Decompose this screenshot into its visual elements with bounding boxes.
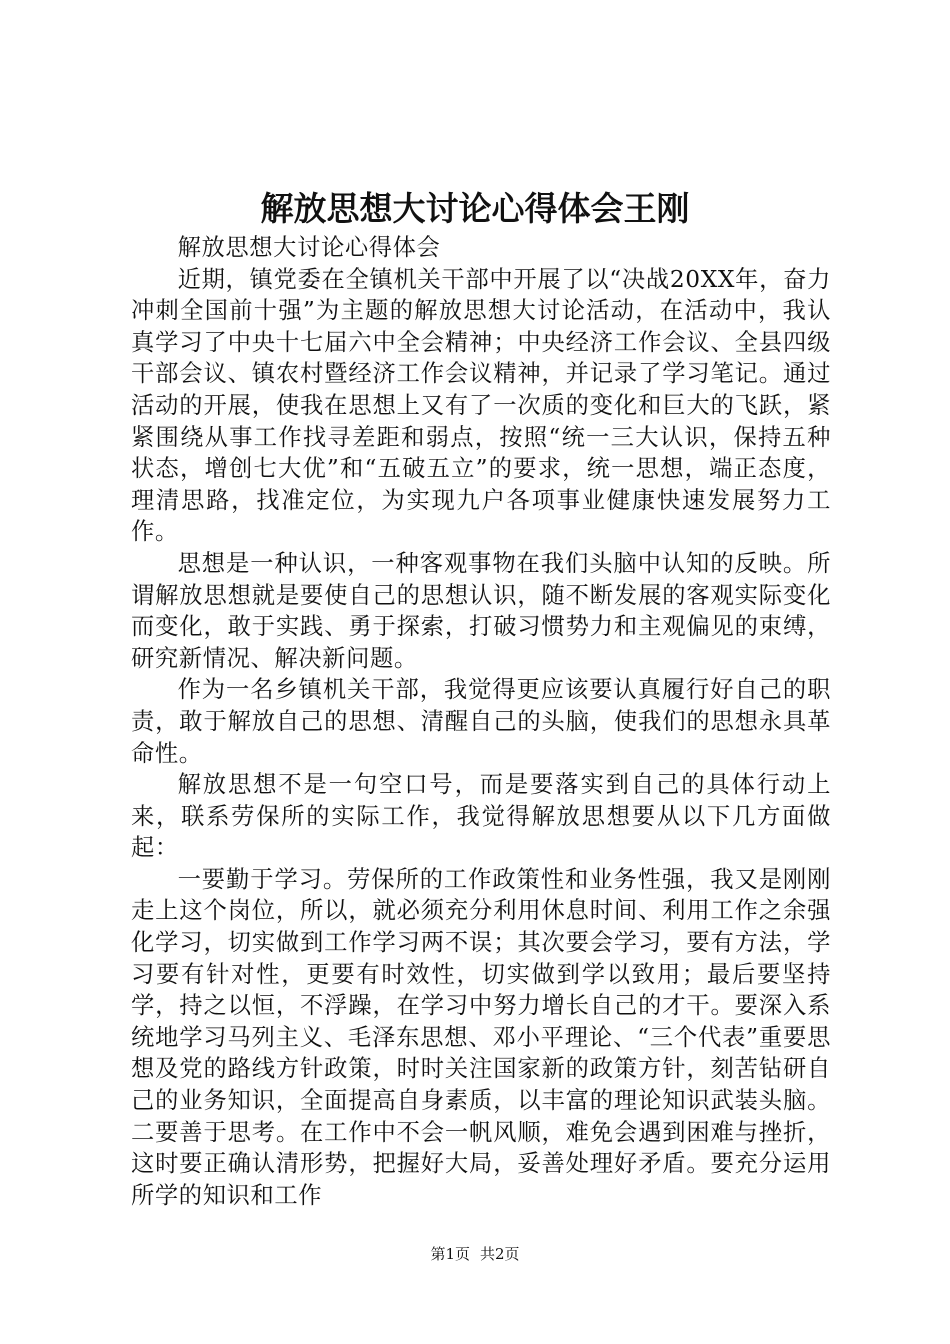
page-footer xyxy=(0,1243,950,1265)
page-total: 共2页 xyxy=(480,1245,520,1263)
document-body xyxy=(131,232,831,1211)
document-title: 解放思想大讨论心得体会王刚 xyxy=(260,189,690,228)
paragraph-subtitle: 解放思想大讨论心得体会 xyxy=(177,234,441,261)
paragraph: 思想是一种认识，一种客观事物在我们头脑中认知的反映。所谓解放思想就是要使自己的思想认识，随不断发展的客观实际变化而变化，敢于实践、勇于探索，打破习惯势力和主观偏见的束缚，研究新情况、解决新问题。 xyxy=(131,549,831,672)
paragraph: 作为一名乡镇机关干部，我觉得更应该要认真履行好自己的职责，敢于解放自己的思想、清醒自己的头脑，使我们的思想永具革命性。 xyxy=(131,676,831,767)
paragraph: 一要勤于学习。劳保所的工作政策性和业务性强，我又是刚刚走上这个岗位，所以，就必须充分利用休息时间、利用工作之余强化学习，切实做到工作学习两不误；其次要会学习，要有方法，学习要有针对性，更要有时效性，切实做到学以致用；最后要坚持学，持之以恒，不浮躁，在学习中努力增长自己的才干。要深入系统地学习马列主义、毛泽东思想、邓小平理论、“三个代表”重要思想及党的路线方针政策，时时关注国家新的政策方针，刻苦钻研自己的业务知识，全面提高自身素质，以丰富的理论知识武装头脑。二要善于思考。在工作中不会一帆风顺，难免会遇到困难与挫折，这时要正确认清形势，把握好大局，妥善处理好矛盾。要充分运用所学的知识和工作 xyxy=(131,865,831,1209)
page-number: 第1页 xyxy=(430,1245,470,1263)
paragraph: 解放思想不是一句空口号，而是要落实到自己的具体行动上来，联系劳保所的实际工作，我觉得解放思想要从以下几方面做起： xyxy=(131,771,831,862)
paragraph: 近期，镇党委在全镇机关干部中开展了以“决战20XX年，奋力冲刺全国前十强”为主题的解放思想大讨论活动，在活动中，我认真学习了中央十七届六中全会精神；中央经济工作会议、全县四级干部会议、镇农村暨经济工作会议精神，并记录了学习笔记。通过活动的开展，使我在思想上又有了一次质的变化和巨大的飞跃，紧紧围绕从事工作找寻差距和弱点，按照“统一三大认识，保持五种状态，增创七大优”和“五破五立”的要求，统一思想，端正态度，理清思路，找准定位，为实现九户各项事业健康快速发展努力工作。 xyxy=(131,265,831,546)
